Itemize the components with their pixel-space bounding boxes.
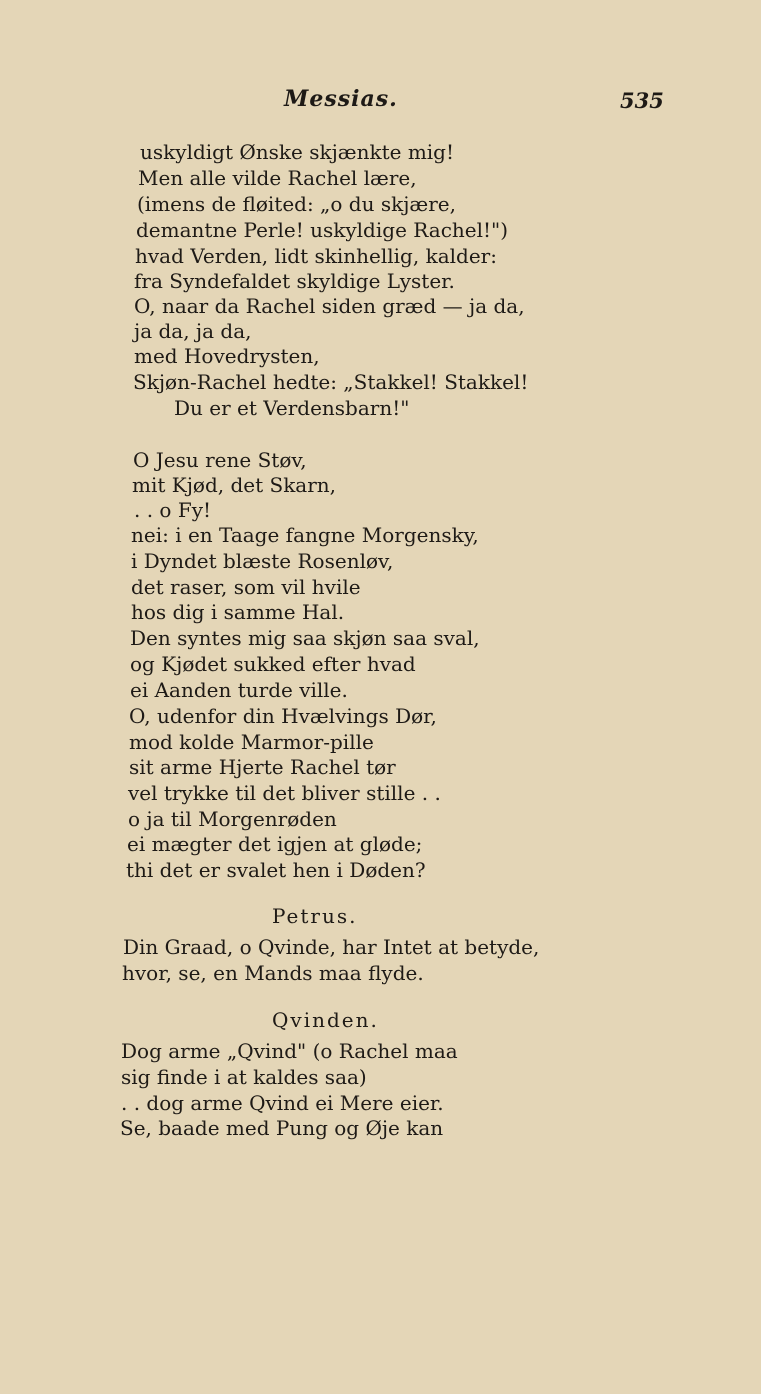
verse-line: O Jesu rene Støv, <box>133 448 307 472</box>
verse-line: thi det er svalet hen i Døden? <box>126 858 426 882</box>
page-number: 535 <box>620 88 664 113</box>
verse-line: det raser, som vil hvile <box>131 575 361 599</box>
verse-line: med Hovedrysten, <box>134 344 320 368</box>
verse-line: Skjøn-Rachel hedte: „Stakkel! Stakkel! <box>133 370 529 394</box>
verse-line: O, udenfor din Hvælvings Dør, <box>129 704 437 728</box>
verse-line: Den syntes mig saa skjøn saa sval, <box>130 626 480 650</box>
verse-line: mit Kjød, det Skarn, <box>132 473 337 497</box>
verse-line: nei: i en Taage fangne Morgensky, <box>131 523 479 547</box>
verse-line: Men alle vilde Rachel lære, <box>138 166 417 190</box>
verse-line: hvad Verden, lidt skinhellig, kalder: <box>135 244 497 268</box>
verse-line: hos dig i samme Hal. <box>131 600 345 624</box>
verse-line: Se, baade med Pung og Øje kan <box>120 1116 444 1140</box>
verse-line: mod kolde Marmor-pille <box>129 730 374 754</box>
verse-line: . . o Fy! <box>134 498 212 522</box>
verse-line: O, naar da Rachel siden græd — ja da, <box>134 294 525 318</box>
verse-line: Din Graad, o Qvinde, har Intet at betyde, <box>123 935 540 959</box>
verse-line: ei Aanden turde ville. <box>130 678 348 702</box>
verse-line: ei mægter det igjen at gløde; <box>127 832 423 856</box>
verse-line: ja da, ja da, <box>134 319 252 343</box>
verse-line: og Kjødet sukked efter hvad <box>130 652 416 676</box>
verse-line: vel trykke til det bliver stille . . <box>128 781 441 805</box>
verse-line: fra Syndefaldet skyldige Lyster. <box>134 269 455 293</box>
verse-line: i Dyndet blæste Rosenløv, <box>131 549 394 573</box>
verse-line: . . dog arme Qvind ei Mere eier. <box>121 1091 444 1115</box>
verse-line: hvor, se, en Mands maa flyde. <box>122 961 424 985</box>
verse-line: sig finde i at kaldes saa) <box>121 1065 367 1089</box>
verse-line: sit arme Hjerte Rachel tør <box>129 755 396 779</box>
running-title: Messias. <box>284 86 398 112</box>
verse-line: (imens de fløited: „o du skjære, <box>137 192 456 216</box>
verse-line: demantne Perle! uskyldige Rachel!") <box>136 218 509 242</box>
verse-line: uskyldigt Ønske skjænkte mig! <box>140 140 455 164</box>
speaker-qvinden: Qvinden. <box>272 1008 379 1032</box>
verse-line: Dog arme „Qvind" (o Rachel maa <box>121 1039 458 1063</box>
verse-line: o ja til Morgenrøden <box>128 807 337 831</box>
verse-line: Du er et Verdensbarn!" <box>174 396 410 420</box>
speaker-petrus: Petrus. <box>272 904 358 928</box>
